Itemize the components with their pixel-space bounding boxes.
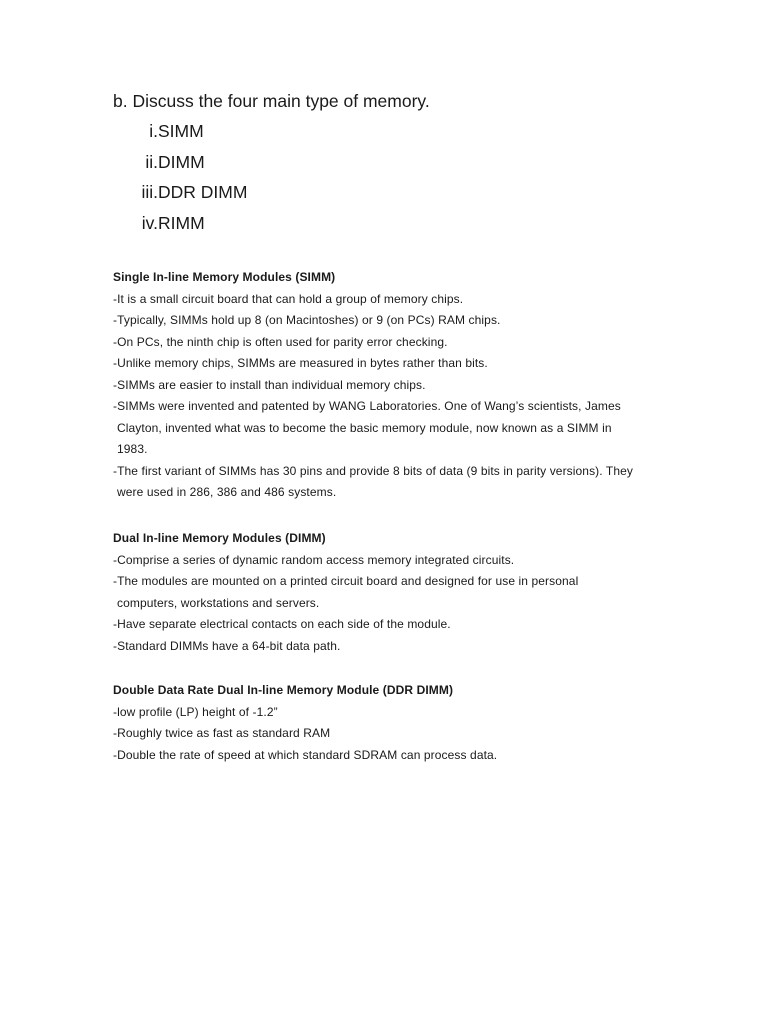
text-line: -Standard DIMMs have a 64-bit data path. — [113, 638, 341, 653]
section-heading: Single In-line Memory Modules (SIMM) — [113, 270, 336, 284]
list-item-label: SIMM — [158, 121, 204, 141]
list-item — [113, 212, 205, 243]
question-heading: b. Discuss the four main type of memory. — [113, 91, 430, 111]
text-line: -low profile (LP) height of -1.2” — [113, 704, 278, 719]
list-marker: iii. — [141, 182, 158, 202]
text-line: Clayton, invented what was to become the basic memory module, now known as a SIMM in — [117, 420, 612, 435]
list-marker: i. — [149, 121, 158, 141]
list-item — [113, 151, 205, 182]
text-line: -Comprise a series of dynamic random access memory integrated circuits. — [113, 552, 515, 567]
ddr-dimm-section — [113, 680, 673, 766]
text-line: 1983. — [117, 442, 148, 456]
text-line: were used in 286, 386 and 486 systems. — [117, 485, 337, 499]
text-line: -The first variant of SIMMs has 30 pins and provide 8 bits of data (9 bits in parity versions). They — [113, 463, 634, 478]
text-line: -The modules are mounted on a printed circuit board and designed for use in personal — [113, 574, 579, 588]
text-line: -Unlike memory chips, SIMMs are measured in bytes rather than bits. — [113, 356, 488, 370]
text-line: -Roughly twice as fast as standard RAM — [113, 726, 331, 740]
simm-section — [113, 267, 673, 504]
text-line: -It is a small circuit board that can hold a group of memory chips. — [113, 291, 464, 306]
dimm-section — [113, 528, 673, 657]
list-item — [113, 181, 248, 212]
memory-type-list — [113, 120, 248, 242]
list-item-label: DDR DIMM — [158, 182, 248, 202]
list-item — [113, 120, 204, 151]
text-line: -Double the rate of speed at which standard SDRAM can process data. — [113, 747, 498, 762]
text-line: -SIMMs are easier to install than individual memory chips. — [113, 377, 426, 392]
list-item-label: DIMM — [158, 151, 205, 172]
text-line: computers, workstations and servers. — [117, 595, 320, 610]
list-marker: iv. — [141, 212, 158, 233]
list-marker: ii. — [145, 151, 158, 172]
section-heading: Dual In-line Memory Modules (DIMM) — [113, 531, 326, 545]
text-line: -SIMMs were invented and patented by WANG Laboratories. One of Wang’s scientists, James — [113, 399, 621, 413]
section-heading: Double Data Rate Dual In-line Memory Module (DDR DIMM) — [113, 683, 454, 697]
text-line: -Have separate electrical contacts on each side of the module. — [113, 617, 451, 631]
text-line: -Typically, SIMMs hold up 8 (on Macintoshes) or 9 (on PCs) RAM chips. — [113, 313, 501, 327]
text-line: -On PCs, the ninth chip is often used for parity error checking. — [113, 334, 448, 349]
list-item-label: RIMM — [158, 212, 205, 233]
